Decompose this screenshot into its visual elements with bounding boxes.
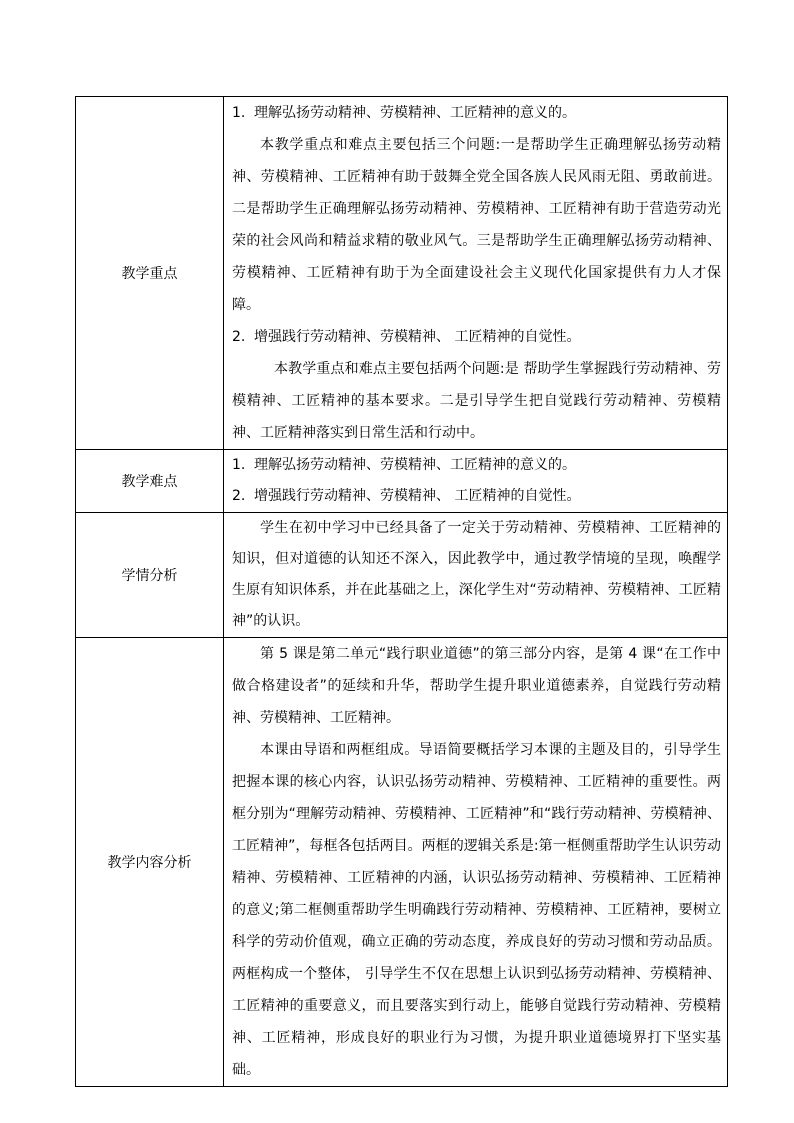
paragraph: 本教学重点和难点主要包括三个问题:一是帮助学生正确理解弘扬劳动精神、劳模精神、工匠精神有助于鼓舞全党全国各族人民风雨无阻、勇敢前进。二是帮助学生正确理解弘扬劳动精神、劳模精神、工匠精神有助于营造劳动光荣的社会风尚和精益求精的敬业风气。三是帮助学生正确理解弘扬劳动精神、劳模精神、工匠精神有助于为全面建设社会主义现代化国家提供有力人才保障。 bbox=[232, 137, 721, 313]
item-number: 1. bbox=[232, 105, 246, 121]
row-label: 教学重点 bbox=[76, 97, 224, 450]
list-item bbox=[232, 97, 721, 129]
list-item bbox=[232, 450, 721, 481]
table-row-student-analysis bbox=[76, 513, 728, 638]
row-content bbox=[224, 513, 728, 638]
item-text: 增强践行劳动精神、劳模精神、 工匠精神的自觉性。 bbox=[254, 488, 581, 504]
item-number: 1. bbox=[232, 457, 246, 473]
table-row-teaching-focus bbox=[76, 97, 728, 450]
row-label: 教学内容分析 bbox=[76, 638, 224, 1087]
item-number: 2. bbox=[232, 329, 246, 345]
paragraph: 本课由导语和两框组成。导语简要概括学习本课的主题及目的，引导学生把握本课的核心内容，认识弘扬劳动精神、劳模精神、工匠精神的重要性。两框分别为“理解劳动精神、劳模精神、工匠精神”和“践行劳动精神、劳模精神、工匠精神”，每框各包括两目。两框的逻辑关系是:第一框侧重帮助学生认识劳动精神、劳模精神、工匠精神的内涵，认识弘扬劳动精神、劳模精神、工匠精神的意义;第二框侧重帮助学生明确践行劳动精神、劳模精神、工匠精神，要树立科学的劳动价值观，确立正确的劳动态度，养成良好的劳动习惯和劳动品质。两框构成一个整体， 引导学生不仅在思想上认识到弘扬劳动精神、劳模精神、工匠精神的重要意义，而且要落实到行动上，能够自觉践行劳动精神、劳模精神、工匠精神，形成良好的职业行为习惯，为提升职业道德境界打下坚实基础。 bbox=[232, 742, 721, 1078]
item-number: 2. bbox=[232, 488, 246, 504]
list-item bbox=[232, 321, 721, 353]
item-text: 理解弘扬劳动精神、劳模精神、工匠精神的意义的。 bbox=[254, 105, 576, 121]
row-label: 教学难点 bbox=[76, 450, 224, 513]
paragraph: 学生在初中学习中已经具备了一定关于劳动精神、劳模精神、工匠精神的知识，但对道德的认知还不深入，因此教学中，通过教学情境的呈现，唤醒学生原有知识体系，并在此基础之上，深化学生对“劳动精神、劳模精神、工匠精神”的认识。 bbox=[232, 520, 721, 629]
table-row-teaching-difficulty bbox=[76, 450, 728, 513]
paragraph: 本教学重点和难点主要包括两个问题:是 帮助学生掌握践行劳动精神、劳模精神、工匠精神的基本要求。二是引导学生把自觉践行劳动精神、劳模精神、工匠精神落实到日常生活和行动中。 bbox=[232, 361, 721, 441]
row-label: 学情分析 bbox=[76, 513, 224, 638]
row-content bbox=[224, 638, 728, 1087]
list-item bbox=[232, 481, 721, 512]
paragraph: 第 5 课是第二单元“践行职业道德”的第三部分内容，是第 4 课“在工作中做合格建设者”的延续和升华，帮助学生提升职业道德素养，自觉践行劳动精神、劳模精神、工匠精神。 bbox=[232, 646, 721, 726]
row-content bbox=[224, 450, 728, 513]
row-content bbox=[224, 97, 728, 450]
lesson-plan-table bbox=[75, 96, 728, 1087]
item-text: 理解弘扬劳动精神、劳模精神、工匠精神的意义的。 bbox=[254, 457, 576, 473]
table-row-content-analysis bbox=[76, 638, 728, 1087]
item-text: 增强践行劳动精神、劳模精神、 工匠精神的自觉性。 bbox=[254, 329, 581, 345]
